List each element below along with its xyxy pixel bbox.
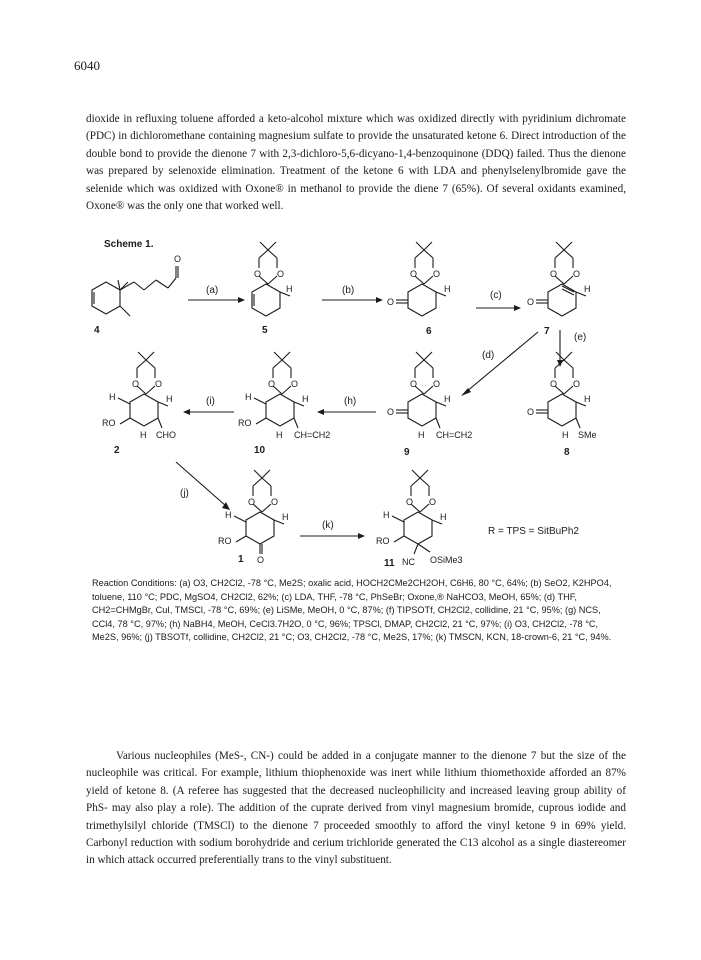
compound-9-vinyl-label: CH=CH2 [436,430,473,440]
page-number: 6040 [74,58,100,73]
compound-1-ro: RO [218,536,232,546]
step-k-label: (k) [322,520,334,531]
compound-6-hydrogen: H [444,284,451,294]
compound-2-h: H [109,392,116,402]
compound-10-oxygen-right: O [291,379,299,389]
compound-10-ro: RO [238,418,252,428]
compound-6-oxygen-left: O [410,269,418,279]
paragraph-2: Various nucleophiles (MeS-, CN-) could be added in a conjugate manner to the dienone 7 but the size of the nucleophile was critical. For example, lithium thiophenoxide was inert while lithium thiomethoxide afforded an 87% yield of ketone 8. (A referee has suggested that the decreased nucleophilicity and increased leaving group ability of PhS- may also play a role). The addition of the cuprate derived from vinyl magnesium bromide, cuprous iodide and trimethylsilyl chloride (TMSCl) to the dienone 7 proceeded smoothly to afford the vinyl ketone 9 in 69% yield. Carbonyl reduction with sodium borohydride and cerium trichloride generated the C13 alcohol as a single diastereomer in which attack occurred preferentially trans to the vinyl substituent. [86,750,626,867]
compound-4-structure [92,266,178,316]
compound-8-h-label: H [562,430,569,440]
compound-1-ketone-oxygen: O [257,555,265,565]
compound-2-hydrogen: H [166,394,173,404]
compound-1-h: H [225,510,232,520]
compound-11-structure [392,470,442,554]
compound-8-sme-label: SMe [578,430,597,440]
compound-7-hydrogen: H [584,284,591,294]
compound-11-oxygen-left: O [406,497,414,507]
compound-8-number: 8 [564,447,570,458]
compound-7-oxygen-left: O [550,269,558,279]
compound-7-structure [536,242,586,316]
compound-4-number: 4 [94,325,100,336]
compound-10-oxygen-left: O [268,379,276,389]
compound-5-number: 5 [262,325,268,336]
compound-1-hydrogen: H [282,512,289,522]
compound-9-hydrogen: H [444,394,451,404]
compound-11-nc-label: NC [402,557,415,567]
compound-10-vinyl-label: CH=CH2 [294,430,331,440]
compound-6-number: 6 [426,326,432,337]
compound-5-structure [252,242,290,316]
compound-8-oxygen-left: O [550,379,558,389]
compound-9-number: 9 [404,447,410,458]
step-d-label: (d) [482,350,495,361]
compound-6-structure [396,242,446,316]
compound-2-structure [118,352,168,428]
step-i-label: (i) [206,396,215,407]
compound-4-oxygen: O [174,254,182,264]
step-h-label: (h) [344,396,357,407]
compound-5-oxygen-right: O [277,269,285,279]
compound-11-number: 11 [384,558,395,569]
paragraph-1: dioxide in refluxing toluene afforded a keto-alcohol mixture which was oxidized directly with pyridinium dichromate (PDC) in dichloromethane containing magnesium sulfate to provide the unsaturated ketone 6. Direct introduction of the double bond to provide the dienone 7 with 2,3-dichloro-5,6-dicyano-1,4-benzoquinone (DDQ) failed. Thus the dienone was prepared by selenoxide elimination. Treatment of the ketone 6 with LDA and phenylselenylbromide gave the selenide which was oxidized with Oxone® in methanol to provide the diene 7 (65%). Of several oxidants examined, Oxone® was the only one that worked well. [86,113,626,213]
step-e-label: (e) [574,332,587,343]
compound-8-hydrogen: H [584,394,591,404]
compound-11-hydrogen: H [440,512,447,522]
compound-7-number: 7 [544,326,550,337]
compound-8-structure [536,352,586,428]
compound-10-h: H [245,392,252,402]
compound-9-oxygen-left: O [410,379,418,389]
compound-1-oxygen-right: O [271,497,279,507]
compound-6-oxygen-right: O [433,269,441,279]
compound-7-ketone-oxygen: O [527,297,535,307]
r-group-definition: R = TPS = SitBuPh2 [488,526,579,537]
scheme-title: Scheme 1. [104,239,154,250]
reaction-conditions-caption: Reaction Conditions: (a) O3, CH2Cl2, -78 °C, Me2S; oxalic acid, HOCH2CMe2CH2OH, C6H6, 80 °C, 64%; (b) SeO2, K2HPO4, toluene, 110 °C; PDC, MgSO4, CH2Cl2, 62%; (c) LDA, THF, -78 °C, PhSeBr; Oxone,® NaHCO3, MeOH, 65%; (d) THF, CH2=CHMgBr, CuI, TMSCl, -78 °C, 69%; (e) LiSMe, MeOH, 0 °C, 87%; (f) TIPSOTf, CH2Cl2, collidine, 21 °C, 95%; (g) NCS, CCl4, 78 °C, 97%; (h) NaBH4, MeOH, CeCl3.7H2O, 0 °C, 96%; TPSCl, DMAP, CH2Cl2, 21 °C, 97%; (i) O3, CH2Cl2, -78 °C, Me2S, 96%; (j) TBSOTf, collidine, CH2Cl2, 21 °C; O3, CH2Cl2, -78 °C, Me2S, 17%; (k) TMSCN, KCN, 18-crown-6, 21 °C, 94%. [92,578,612,643]
compound-2-oxygen-left: O [132,379,140,389]
compound-11-oxygen-right: O [429,497,437,507]
compound-8-oxygen-right: O [573,379,581,389]
compound-11-h: H [383,510,390,520]
compound-9-oxygen-right: O [433,379,441,389]
compound-1-oxygen-left: O [248,497,256,507]
compound-10-hydrogen: H [302,394,309,404]
compound-2-ro: RO [102,418,116,428]
compound-11-osime3-label: OSiMe3 [430,555,463,565]
compound-1-structure [234,470,284,554]
compound-9-structure [396,352,446,428]
compound-9-ketone-oxygen: O [387,407,395,417]
step-a-label: (a) [206,285,219,296]
compound-5-hydrogen: H [286,284,293,294]
compound-5-oxygen-left: O [254,269,262,279]
step-c-label: (c) [490,290,502,301]
compound-2-cho-label: CHO [156,430,176,440]
step-b-label: (b) [342,285,355,296]
compound-2-number: 2 [114,445,120,456]
compound-11-ro: RO [376,536,390,546]
compound-1-number: 1 [238,554,244,565]
compound-6-ketone-oxygen: O [387,297,395,307]
compound-10-number: 10 [254,445,266,456]
step-j-label: (j) [180,488,189,499]
compound-8-ketone-oxygen: O [527,407,535,417]
compound-9-h-label: H [418,430,425,440]
compound-7-oxygen-right: O [573,269,581,279]
compound-2-h-label: H [140,430,147,440]
compound-2-oxygen-right: O [155,379,163,389]
compound-10-structure [254,352,304,428]
compound-10-h-label: H [276,430,283,440]
